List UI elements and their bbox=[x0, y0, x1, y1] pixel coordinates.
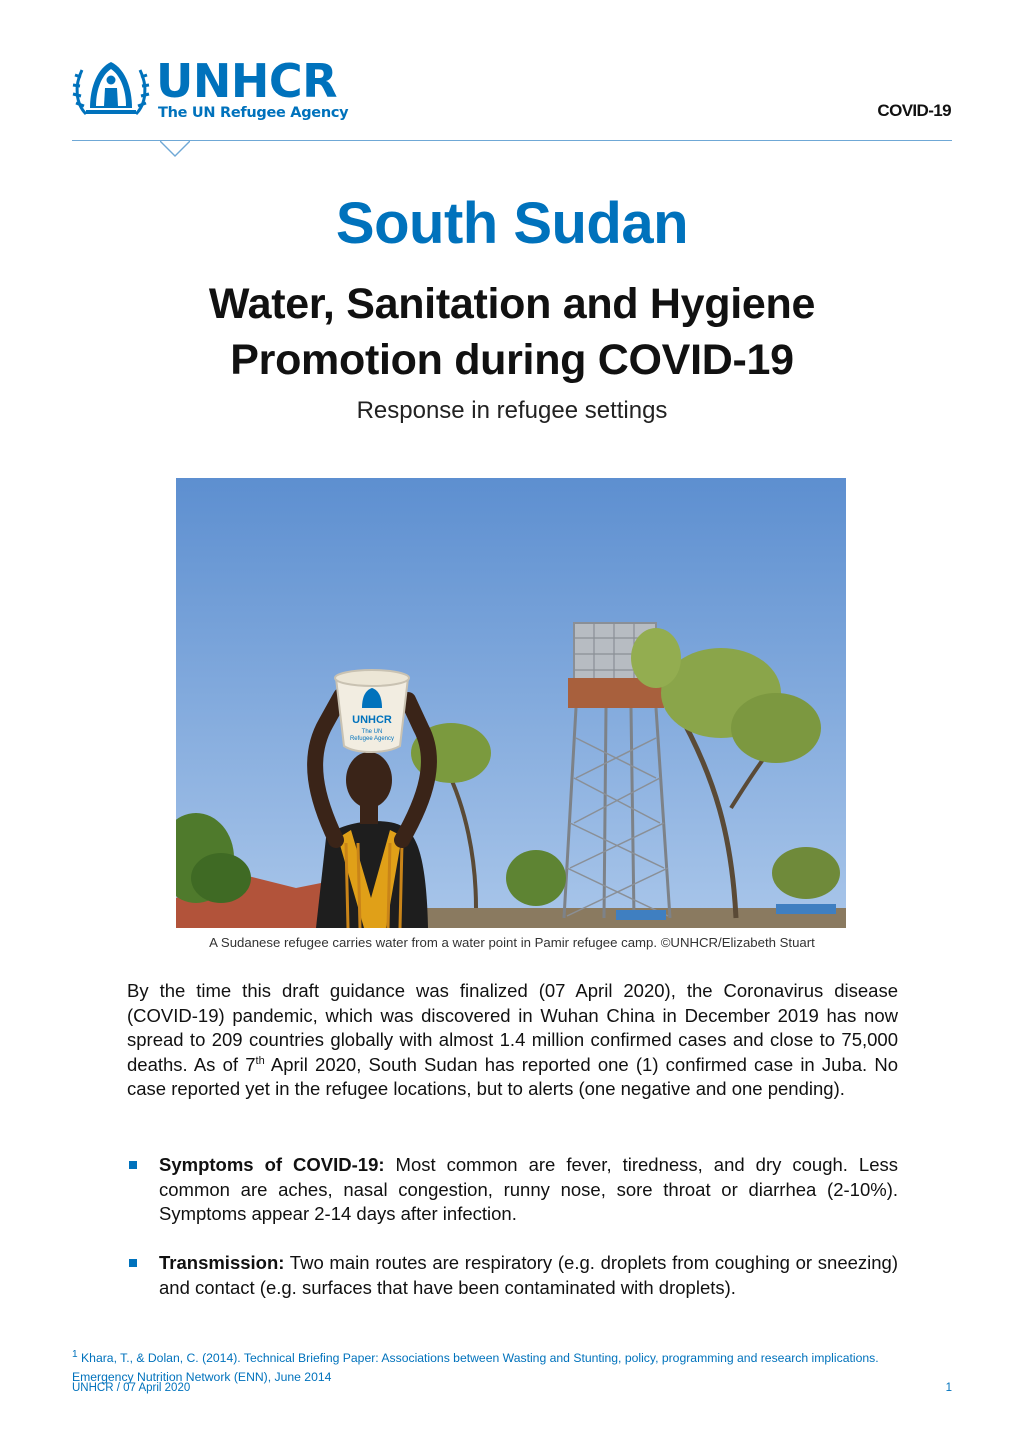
bucket-tagline-line-2: Refugee Agency bbox=[349, 736, 395, 742]
header-tag: COVID-19 bbox=[877, 101, 951, 120]
unhcr-logo bbox=[72, 56, 352, 128]
intro-paragraph bbox=[127, 979, 898, 1102]
main-heading-line-2: Promotion during COVID-19 bbox=[230, 336, 794, 384]
main-heading-line-1: Water, Sanitation and Hygiene bbox=[208, 280, 816, 328]
bucket-logo-text: UNHCR bbox=[352, 714, 392, 726]
bullet-label: Symptoms of COVID-19: bbox=[159, 1154, 385, 1175]
footer-org-date: UNHCR / 07 April 2020 bbox=[72, 1382, 191, 1394]
cover-photo bbox=[176, 478, 846, 928]
bullet-text bbox=[159, 1251, 898, 1300]
intro-text-part-2: April 2020, South Sudan has reported one (1) confirmed case in Juba. No case reported yet in the refugee locations, but to alerts (one negative and one pending). bbox=[127, 1053, 898, 1100]
subtitle: Response in refugee settings bbox=[356, 397, 668, 424]
footnote bbox=[72, 1345, 917, 1387]
page-number: 1 bbox=[945, 1382, 952, 1394]
bullet-body: Most common are fever, tiredness, and dry cough. Less common are aches, nasal congestion, runny nose, sore throat or diarrhea (2-10%). Symptoms appear 2-14 days after infection. bbox=[159, 1154, 898, 1225]
intro-superscript: th bbox=[255, 1054, 265, 1067]
unhcr-emblem-icon bbox=[72, 56, 150, 122]
bullet-square-icon bbox=[129, 1259, 137, 1267]
bullet-item-symptoms bbox=[127, 1153, 898, 1227]
intro-text-part-1: By the time this draft guidance was finalized (07 April 2020), the Coronavirus disease (COVID-19) pandemic, which was discovered in Wuhan China in December 2019 has now spread to 209 countries globally with almost 1.4 million confirmed cases and close to 75,000 deaths. As of 7 bbox=[127, 980, 898, 1075]
bullet-body: Two main routes are respiratory (e.g. droplets from coughing or sneezing) and contact (e.g. surfaces that have been contaminated with droplets). bbox=[159, 1252, 898, 1298]
header-notch-icon bbox=[160, 140, 190, 158]
bullet-label: Transmission: bbox=[159, 1252, 285, 1273]
photo-caption: A Sudanese refugee carries water from a water point in Pamir refugee camp. ©UNHCR/Elizabeth Stuart bbox=[209, 935, 815, 950]
logo-tagline: The UN Refugee Agency bbox=[158, 105, 349, 121]
bucket-tagline-line-1: The UN bbox=[361, 729, 383, 735]
bullet-item-transmission bbox=[127, 1251, 898, 1300]
logo-name: UNHCR bbox=[156, 54, 338, 108]
bullet-text bbox=[159, 1153, 898, 1227]
footnote-mark: 1 bbox=[72, 1349, 78, 1360]
footnote-text: Khara, T., & Dolan, C. (2014). Technical Briefing Paper: Associations between Wasting and Stunting, policy, programming and research implications. Emergency Nutrition Network (ENN), June 2014 bbox=[72, 1351, 879, 1385]
refugee-water-photo bbox=[176, 478, 846, 928]
main-heading bbox=[0, 276, 1024, 388]
header-divider bbox=[72, 140, 952, 141]
bullet-square-icon bbox=[129, 1161, 137, 1169]
page-title: South Sudan bbox=[335, 191, 689, 256]
